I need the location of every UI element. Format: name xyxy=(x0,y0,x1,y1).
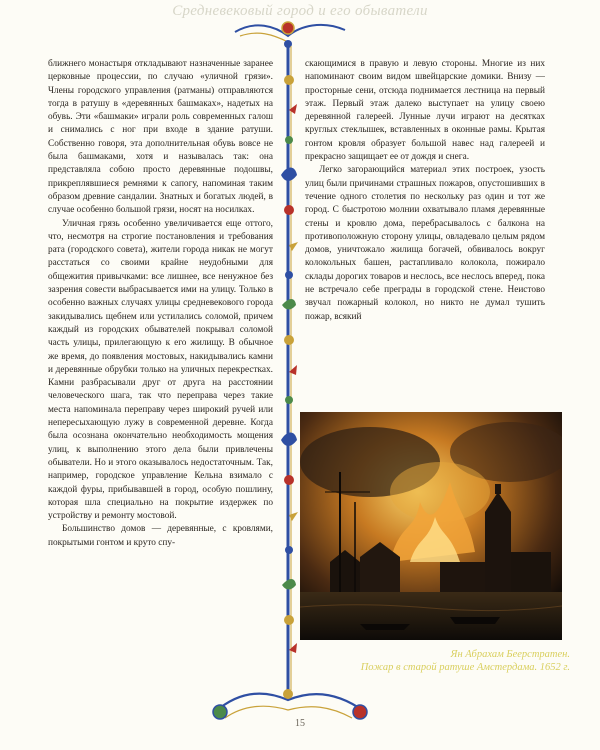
page-number: 15 xyxy=(295,718,305,729)
painting-illustration xyxy=(300,412,562,640)
paragraph: Легко загорающийся материал этих построек, узость улиц были причинами страшных пожаров, опустошивших в течение одного столетия по нескольку раз один и тот же город. С быстротою молнии охватывало пламя деревянные стены и кровлю дома, перебрасывалось с балкона на противоположную сторону улицы, овладевало целым рядом домов, уничтожало жилища богачей, обвивалось вокруг колокольных башен, растапливало колокола, пожирало склады дорогих товаров и неслось, все неслось вперед, пока не встречало себе преграды в городской стене. Неистово звучал пожарный колокол, но никто не думал тушить пожар, всякий xyxy=(305,165,545,322)
paragraph: скающимися в правую и левую стороны. Многие из них напоминают своим видом швейцарские домики. Внизу — просторные сени, отсюда поднимается лестница на первый этаж. Первый этаж далеко выступает на улицу своею деревянной галереей. Лунные лучи играют на десятках круглых стеклышек, вставленных в оконные рамы. Крытая гонтом кровля образует большой навес над галереей и прекрасно защищает ее от дождя и снега. xyxy=(305,59,545,163)
caption-line: Ян Абрахам Беерстратен. xyxy=(450,649,570,660)
figure-caption xyxy=(361,648,570,674)
paragraph: ближнего монастыря откладывают назначенные заранее церковные процессии, по случаю «уличной грязи». Члены городского управления (ратманы) отправляются тогда в ратушу в «деревянных башмаках», надетых на обувь. Эти «башмаки» играли роль современных галош и снимались с ног при входе в здание ратуши. Собственно говоря, эта дополнительная обувь вовсе не была башмаками, хотя и называлась так: она представляла собою просто деревянные подошвы, прикреплявшиеся ремнями к сапогу, напоминая таким образом древние сандалии. Знатных и богатых людей, в случае особенно большой грязи, носят на носилках. xyxy=(48,59,273,216)
paragraph: Уличная грязь особенно увеличивается еще оттого, что, несмотря на строгие постановления и требования рата (городского совета), жители города никак не могут расстаться со своими крайне неудобными для общежития привычками: все лишнее, все ненужное без зазрения совести выбрасывается ими на улицу. Только в особенно важных случаях улицы средневекового города закидывались щебнем или устилались соломой, причем каждый из городских обывателей покрывал соломой часть улицы, прилегающую к его жилищу. В обычное же время, до появления мостовых, накидывались камни и деревянные обрубки только на уличных перекрестках. Камни разбрасывали друг от друга на расстоянии человеческого шага, так что переправа через такие места напоминала переправу через широкий ручей или непересыхающую лужу в современной деревне. Когда была осознана окончательно необходимость мощения улиц, к выполнению этого дела были привлечены обыватели. Но и этого оказывалось недостаточным. Так, например, городское управление Кельна взимало с каждой фуры, прибывавшей в город, особую пошлину, которая шла специально на покрытие издержек по устройству и ремонту мостовой. xyxy=(48,218,273,522)
running-title: Средневековый город и его обыватели xyxy=(172,3,428,19)
caption-line: Пожар в старой ратуше Амстердама. 1652 г. xyxy=(360,662,570,673)
paragraph: Большинство домов — деревянные, с кровлями, покрытыми гонтом и круто спу- xyxy=(48,524,273,548)
